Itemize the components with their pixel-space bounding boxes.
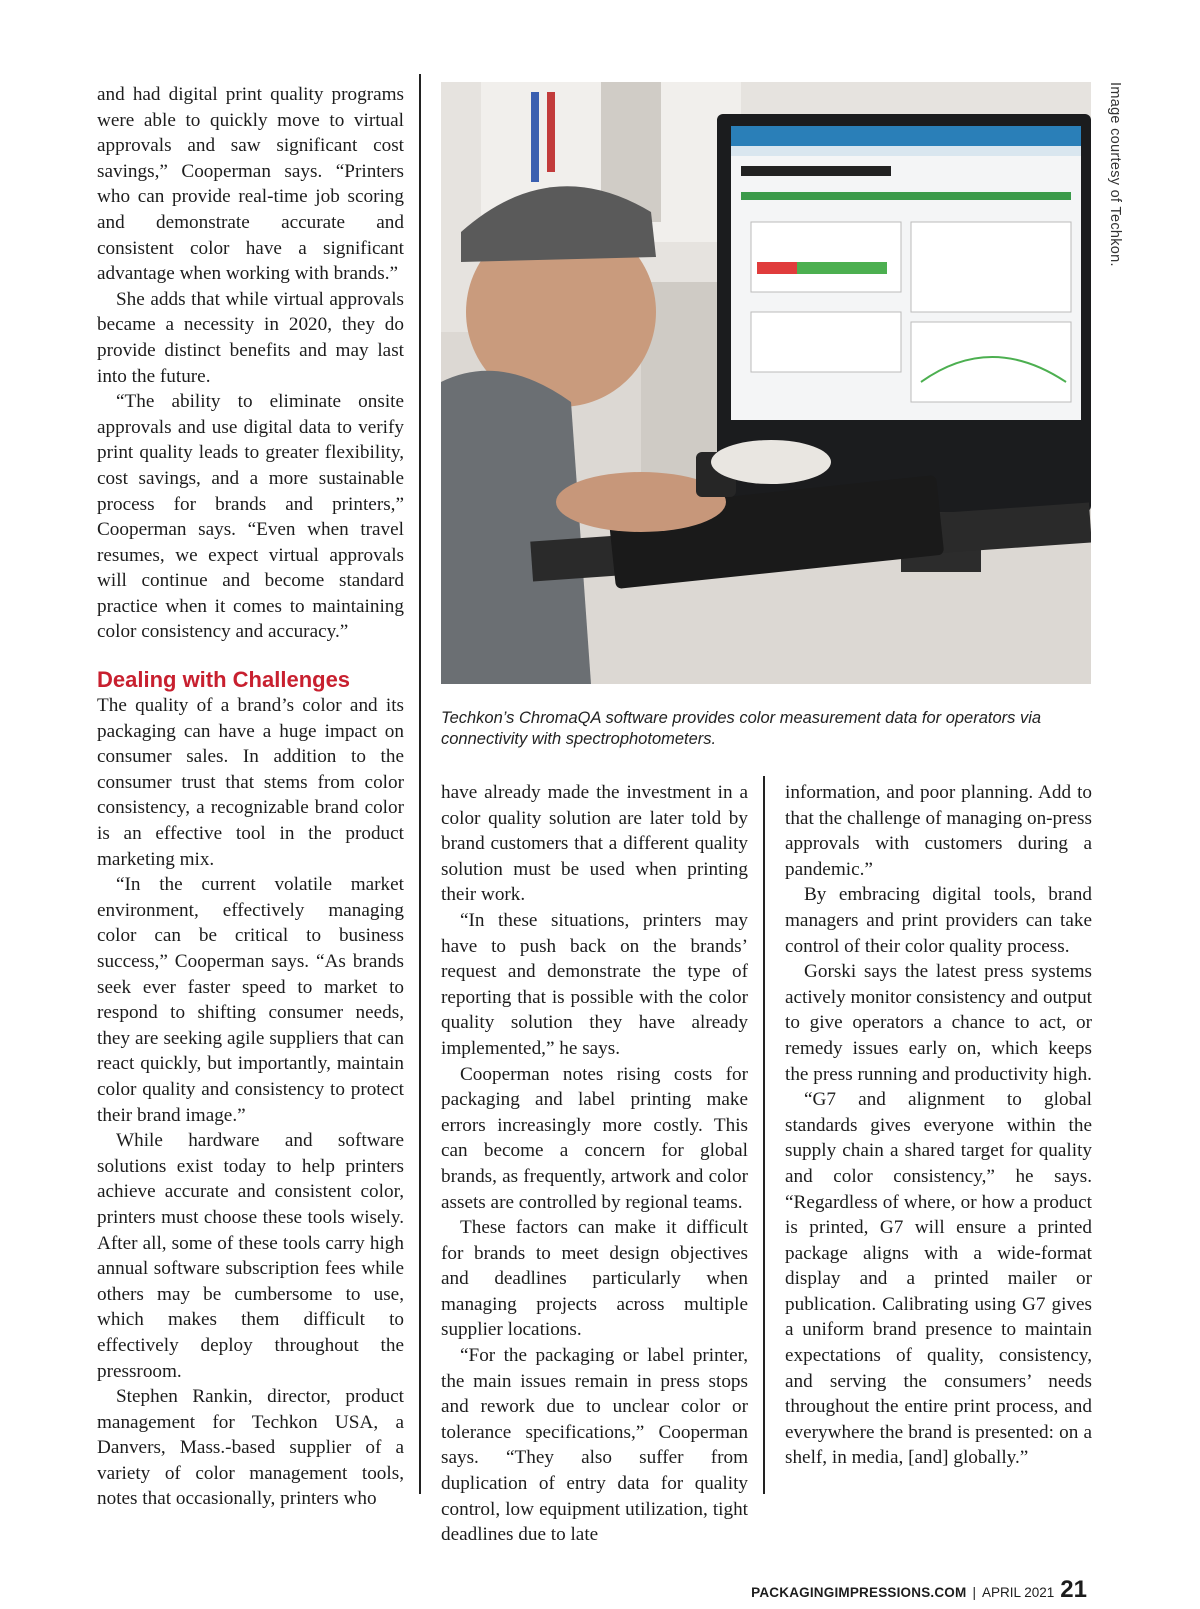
photo-illustration xyxy=(441,82,1091,684)
paragraph: “In these situations, printers may have to push back on the brands’ request and demonstrate the type of reporting that is possible with the color quality solution they have already implemented,” he says. xyxy=(441,909,748,1059)
paragraph: “In the current volatile market environment, effectively managing color can be critical to business success,” Cooperman says. “As brands seek ever faster speed to market to respond to shifting consumer needs, they are seeking agile suppliers that can react quickly, but importantly, maintain color quality and consistency to protect their brand image.” xyxy=(97,874,404,1126)
paragraph: Stephen Rankin, director, product management for Techkon USA, a Danvers, Mass.-based supplier of a variety of color management tools, notes that occasionally, printers who xyxy=(97,1386,404,1510)
paragraph: Gorski says the latest press systems actively monitor consistency and output to give operators a chance to act, or remedy issues early on, which keeps the press running and productivity high. xyxy=(785,961,1092,1085)
article-photo xyxy=(441,82,1091,684)
footer-separator: | xyxy=(972,1585,976,1600)
paragraph: Cooperman notes rising costs for packaging and label printing make errors increasingly more costly. This can become a concern for global brands, as frequently, artwork and color assets are controlled by regional teams. xyxy=(441,1063,748,1213)
paragraph: “G7 and alignment to global standards gives everyone within the supply chain a shared target for quality and color consistency,” he says. “Regardless of where, or how a product is printed, G7 will ensure a printed package aligns with a wide-format display and a printed mailer or publication. Calibrating using G7 gives a uniform brand presence to maintain expectations of quality, consistency, and serving the consumers’ needs throughout the entire print process, and everywhere the brand is presented: on a shelf, in media, [and] globally.” xyxy=(785,1089,1092,1469)
paragraph: The quality of a brand’s color and its packaging can have a huge impact on consumer sales. In addition to the consumer trust that stems from color consistency, a recognizable brand color is an effective tool in the product marketing mix. xyxy=(97,695,404,870)
paragraph: She adds that while virtual approvals became a necessity in 2020, they do provide distinct benefits and may last into the future. xyxy=(97,288,404,387)
photo-caption: Techkon’s ChromaQA software provides color measurement data for operators via connectivity with spectrophotometers. xyxy=(441,709,1042,748)
paragraph: These factors can make it difficult for brands to meet design objectives and deadlines particularly when managing projects across multiple supplier locations. xyxy=(441,1217,748,1341)
column-divider xyxy=(763,776,765,1494)
article-column-3 xyxy=(785,780,1092,1471)
column-divider xyxy=(419,74,421,1494)
paragraph: and had digital print quality programs were able to quickly move to virtual approvals and saw significant cost savings,” Cooperman says. “Printers who can provide real-time job scoring and demonstrate accurate and consistent color have a significant advantage when working with brands.” xyxy=(97,84,404,285)
paragraph: “For the packaging or label printer, the main issues remain in press stops and rework due to unclear color or tolerance specifications,” Cooperman says. “They also suffer from duplication of entry data for quality control, low equipment utilization, tight deadlines due to late xyxy=(441,1345,748,1546)
paragraph: By embracing digital tools, brand managers and print providers can take control of their color quality process. xyxy=(785,884,1092,957)
article-column-1 xyxy=(97,82,404,1512)
paragraph: While hardware and software solutions exist today to help printers achieve accurate and consistent color, printers must choose these tools wisely. After all, some of these tools carry high annual software subscription fees while others may be cumbersome to use, which makes them difficult to effectively deploy throughout the pressroom. xyxy=(97,1130,404,1382)
page-number: 21 xyxy=(1060,1576,1087,1603)
paragraph: information, and poor planning. Add to that the challenge of managing on-press approvals with customers during a pandemic.” xyxy=(785,782,1092,880)
footer-website: PACKAGINGIMPRESSIONS.COM xyxy=(751,1585,967,1600)
image-credit: Image courtesy of Techkon. xyxy=(1107,82,1123,267)
section-heading: Dealing with Challenges xyxy=(97,667,351,693)
paragraph: “The ability to eliminate onsite approvals and use digital data to verify print quality leads to greater flexibility, cost savings, and a more sustainable process for brands and printers,” Cooperman says. “Even when travel resumes, we expect virtual approvals will continue and become standard practice when it comes to maintaining color consistency and accuracy.” xyxy=(97,391,404,643)
paragraph: have already made the investment in a color quality solution are later told by brand customers that a different quality solution must be used when printing their work. xyxy=(441,782,748,906)
footer-issue: APRIL 2021 xyxy=(981,1585,1055,1600)
article-column-2 xyxy=(441,780,748,1548)
page-footer xyxy=(751,1576,1087,1604)
